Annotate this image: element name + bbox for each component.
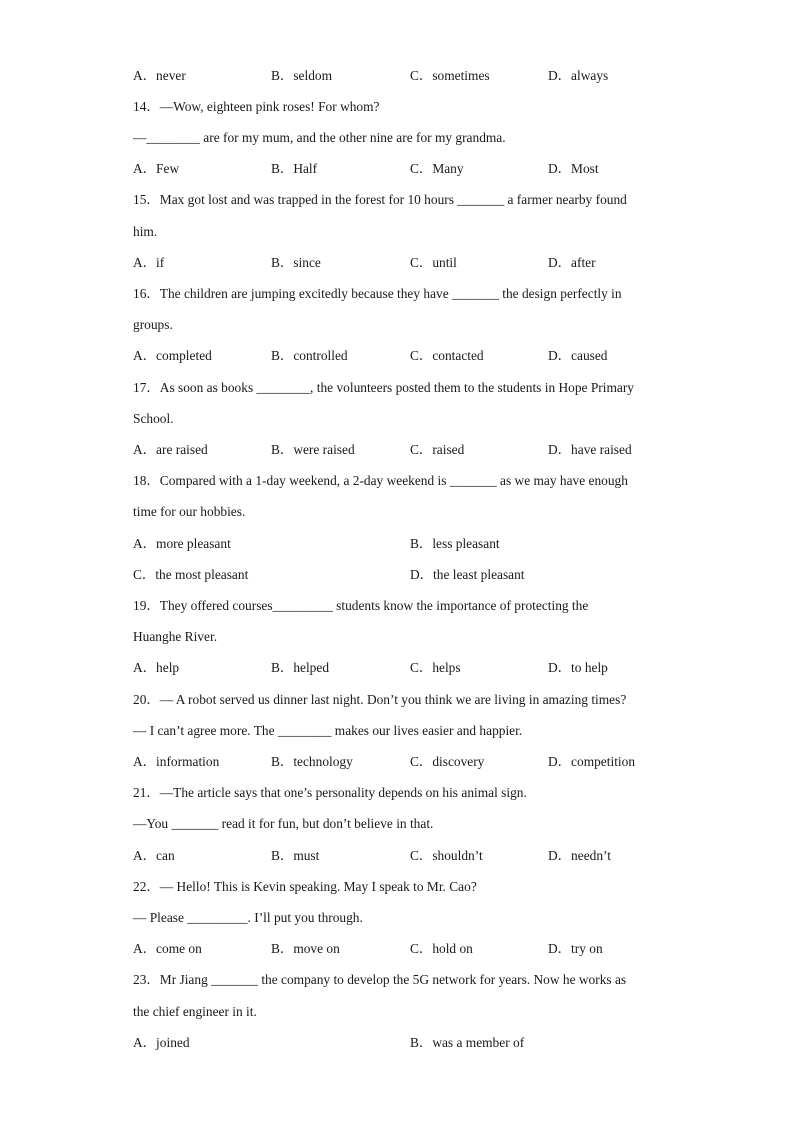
question-stem: 23．Mr Jiang _______ the company to develop the 5G network for years. Now he works as: [133, 972, 627, 987]
option-b[interactable]: B．less pleasant: [410, 536, 500, 551]
question-stem: 22．— Hello! This is Kevin speaking. May I speak to Mr. Cao?: [133, 879, 477, 894]
option-b[interactable]: B．since: [271, 255, 321, 270]
question-stem: 17．As soon as books ________, the volunteers posted them to the students in Hope Primary: [133, 380, 634, 395]
option-d[interactable]: D．always: [548, 68, 609, 83]
question-line: School.: [133, 411, 174, 426]
option-d[interactable]: D．after: [548, 255, 596, 270]
option-a[interactable]: A．never: [133, 68, 186, 83]
option-d[interactable]: D．competition: [548, 754, 636, 769]
option-b[interactable]: B．move on: [271, 941, 340, 956]
option-a[interactable]: A．joined: [133, 1035, 190, 1050]
option-a[interactable]: A．information: [133, 754, 220, 769]
option-a[interactable]: A．completed: [133, 348, 212, 363]
option-b[interactable]: B．controlled: [271, 348, 348, 363]
question-line: —You _______ read it for fun, but don’t believe in that.: [133, 816, 434, 831]
option-a[interactable]: A．can: [133, 848, 175, 863]
option-a[interactable]: A．come on: [133, 941, 202, 956]
option-c[interactable]: C．hold on: [410, 941, 473, 956]
option-c[interactable]: C．the most pleasant: [133, 567, 249, 582]
question-stem: 19．They offered courses_________ students know the importance of protecting the: [133, 598, 589, 613]
question-line: — I can’t agree more. The ________ makes our lives easier and happier.: [133, 723, 523, 738]
question-line: time for our hobbies.: [133, 504, 246, 519]
option-c[interactable]: C．discovery: [410, 754, 485, 769]
option-a[interactable]: A．if: [133, 255, 165, 270]
option-c[interactable]: C．shouldn’t: [410, 848, 483, 863]
option-c[interactable]: C．contacted: [410, 348, 484, 363]
question-stem: 15．Max got lost and was trapped in the forest for 10 hours _______ a farmer nearby found: [133, 192, 627, 207]
option-d[interactable]: D．to help: [548, 660, 608, 675]
option-c[interactable]: C．helps: [410, 660, 461, 675]
option-a[interactable]: A．help: [133, 660, 180, 675]
question-stem: 20．— A robot served us dinner last night. Don’t you think we are living in amazing times?: [133, 692, 627, 707]
option-b[interactable]: B．were raised: [271, 442, 355, 457]
question-line: — Please _________. I’ll put you through.: [133, 910, 363, 925]
question-line: groups.: [133, 317, 173, 332]
question-line: Huanghe River.: [133, 629, 218, 644]
option-a[interactable]: A．more pleasant: [133, 536, 231, 551]
option-d[interactable]: D．try on: [548, 941, 603, 956]
option-b[interactable]: B．Half: [271, 161, 318, 176]
option-b[interactable]: B．was a member of: [410, 1035, 525, 1050]
option-d[interactable]: D．the least pleasant: [410, 567, 525, 582]
question-line: the chief engineer in it.: [133, 1004, 257, 1019]
option-c[interactable]: C．sometimes: [410, 68, 490, 83]
option-b[interactable]: B．helped: [271, 660, 330, 675]
option-d[interactable]: D．have raised: [548, 442, 632, 457]
option-b[interactable]: B．must: [271, 848, 320, 863]
option-a[interactable]: A．are raised: [133, 442, 208, 457]
option-b[interactable]: B．seldom: [271, 68, 333, 83]
option-a[interactable]: A．Few: [133, 161, 180, 176]
question-line: him.: [133, 224, 158, 239]
option-d[interactable]: D．caused: [548, 348, 608, 363]
question-stem: 21．—The article says that one’s personality depends on his animal sign.: [133, 785, 527, 800]
option-c[interactable]: C．until: [410, 255, 457, 270]
option-b[interactable]: B．technology: [271, 754, 353, 769]
question-stem: 16．The children are jumping excitedly because they have _______ the design perfectly in: [133, 286, 622, 301]
question-line: —________ are for my mum, and the other nine are for my grandma.: [133, 130, 506, 145]
option-d[interactable]: D．Most: [548, 161, 599, 176]
option-d[interactable]: D．needn’t: [548, 848, 611, 863]
question-stem: 14．—Wow, eighteen pink roses! For whom?: [133, 99, 380, 114]
question-stem: 18．Compared with a 1-day weekend, a 2-day weekend is _______ as we may have enough: [133, 473, 628, 488]
option-c[interactable]: C．raised: [410, 442, 465, 457]
option-c[interactable]: C．Many: [410, 161, 464, 176]
